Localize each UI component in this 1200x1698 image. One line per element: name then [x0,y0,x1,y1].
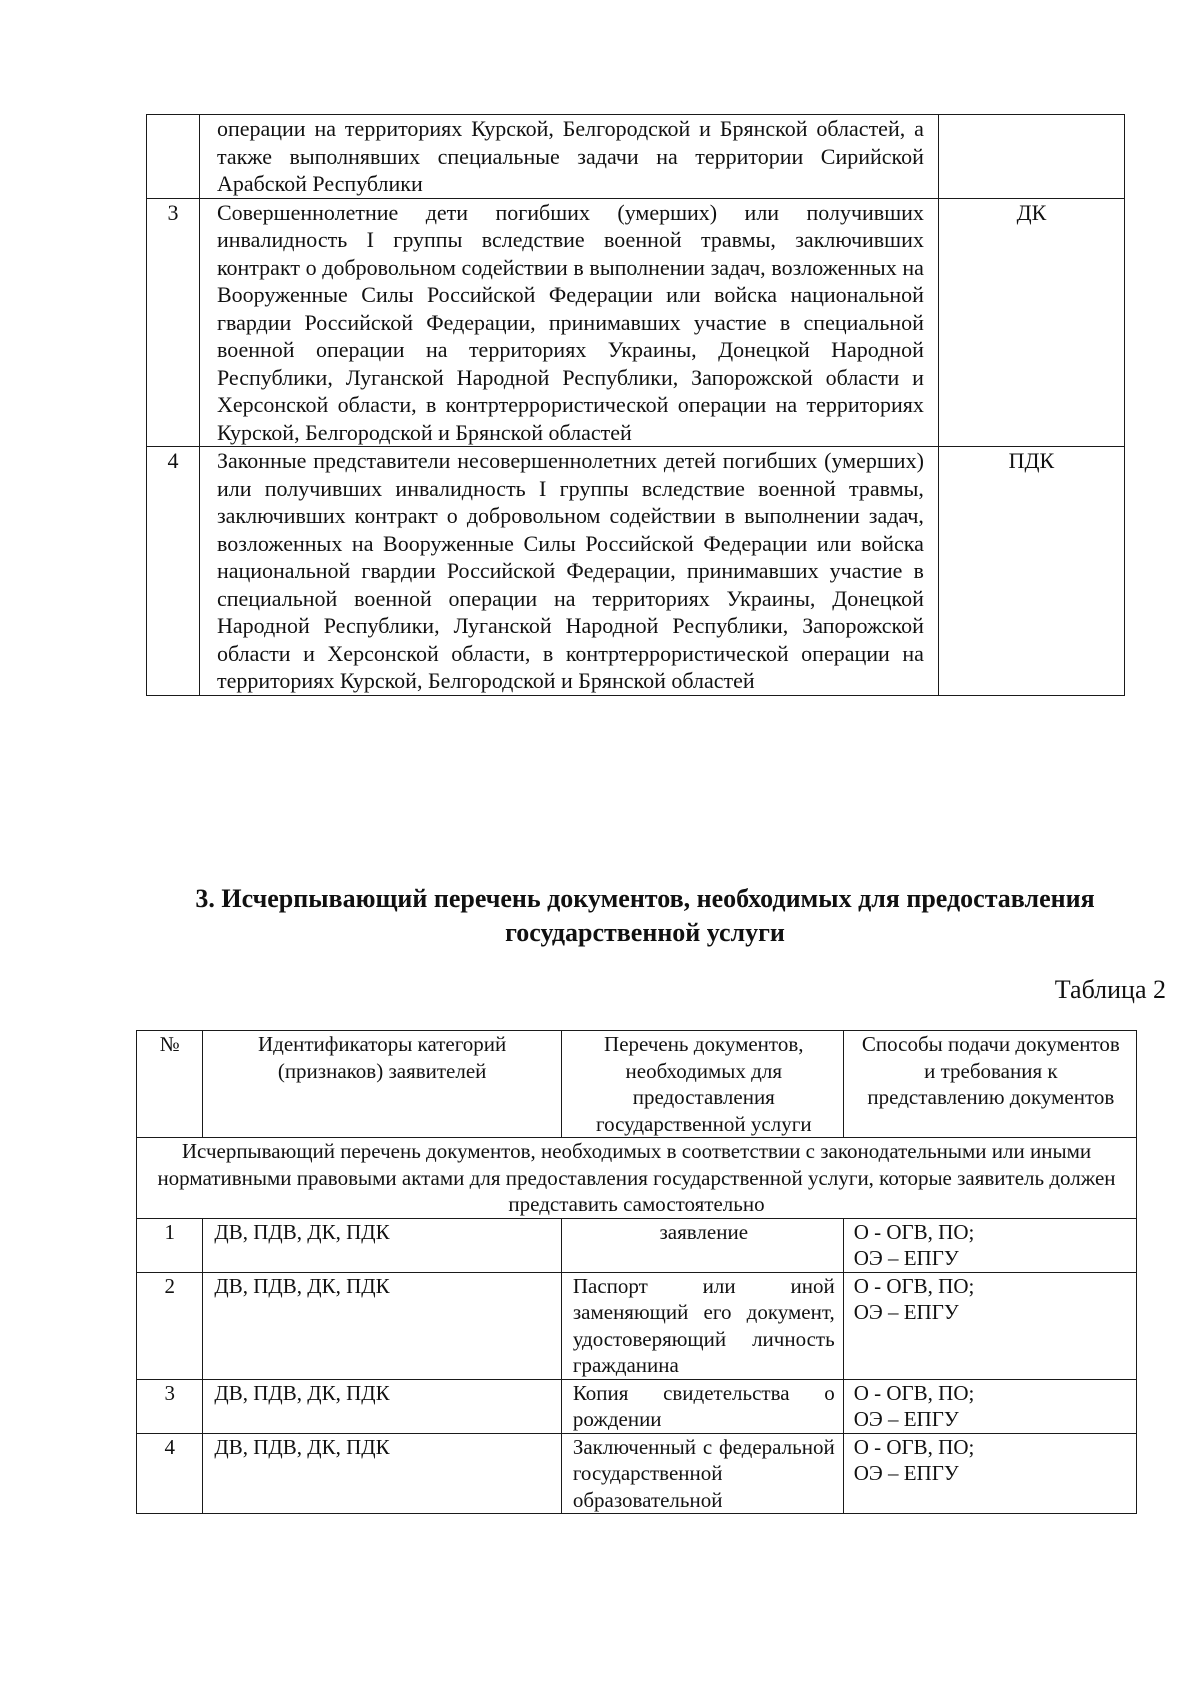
row-methods [843,1379,1136,1433]
row-document: Копия свидетельства о рождении [561,1379,843,1433]
header-documents: Перечень документов, необходимых для предоставления государственной услуги [561,1031,843,1138]
header-categories: Идентификаторы категорий (признаков) заявителей [203,1031,561,1138]
section-heading: 3. Исчерпывающий перечень документов, необходимых для предоставления государственной услуги [195,884,1095,947]
row-categories: ДВ, ПДВ, ДК, ПДК [203,1379,561,1433]
category-identifier: ПДК [938,447,1124,696]
category-description: Совершеннолетние дети погибших (умерших) или получивших инвалидность I группы вследствие военной травмы, заключивших контракт о добровольном содействии в выполнении задач, возложенных на Вооруженные Силы Российской Федерации или войска национальной гвардии Российской Федерации, принимавших участие в специальной военной операции на территориях Украины, Донецкой Народной Республики, Луганской Народной Республики, Запорожской области и Херсонской области, в контртеррористической операции на территориях Курской, Белгородской и Брянской областей [199,198,938,447]
table-row [137,1433,1137,1514]
row-number: 3 [137,1379,203,1433]
method-in-person: О - ОГВ, ПО; [853,1273,975,1298]
row-document: Заключенный с федеральной государственной образовательной [561,1433,843,1514]
method-in-person: О - ОГВ, ПО; [853,1434,975,1459]
row-categories: ДВ, ПДВ, ДК, ПДК [203,1272,561,1379]
table-header-row [137,1031,1137,1138]
method-electronic: ОЭ – ЕПГУ [853,1300,959,1324]
category-description: операции на территориях Курской, Белгородской и Брянской областей, а также выполнявших специальные задачи на территории Сирийской Арабской Республики [199,115,938,199]
method-in-person: О - ОГВ, ПО; [853,1380,975,1405]
row-methods [843,1433,1136,1514]
method-electronic: ОЭ – ЕПГУ [853,1407,959,1431]
table-row [147,447,1125,696]
method-electronic: ОЭ – ЕПГУ [853,1246,959,1270]
row-document: заявление [561,1218,843,1272]
table-row [137,1379,1137,1433]
documents-table [136,1030,1137,1514]
category-description: Законные представители несовершеннолетних детей погибших (умерших) или получивших инвалидность I группы вследствие военной травмы, заключивших контракт о добровольном содействии в выполнении задач, возложенных на Вооруженные Силы Российской Федерации или войска национальной гвардии Российской Федерации, принимавших участие в специальной военной операции на территориях Украины, Донецкой Народной Республики, Луганской Народной Республики, Запорожской области и Херсонской области, в контртеррористической операции на территориях Курской, Белгородской и Брянской областей [199,447,938,696]
row-methods [843,1218,1136,1272]
category-identifier [938,115,1124,199]
row-number: 3 [147,198,200,447]
table-caption: Таблица 2 [1054,975,1166,1004]
table-row [147,115,1125,199]
row-number: 2 [137,1272,203,1379]
row-document: Паспорт или иной заменяющий его документ, удостоверяющий личность гражданина [561,1272,843,1379]
documents-subheading: Исчерпывающий перечень документов, необходимых в соответствии с законодательными или иными нормативными правовыми актами для предоставления государственной услуги, которые заявитель должен представить самостоятельно [137,1138,1137,1219]
table-row [147,198,1125,447]
row-number: 4 [137,1433,203,1514]
row-number: 4 [147,447,200,696]
table-span-row [137,1138,1137,1219]
method-electronic: ОЭ – ЕПГУ [853,1461,959,1485]
row-categories: ДВ, ПДВ, ДК, ПДК [203,1218,561,1272]
method-in-person: О - ОГВ, ПО; [853,1219,975,1244]
row-categories: ДВ, ПДВ, ДК, ПДК [203,1433,561,1514]
table-row [137,1272,1137,1379]
row-number [147,115,200,199]
header-methods: Способы подачи документов и требования к представлению документов [843,1031,1136,1138]
row-methods [843,1272,1136,1379]
table-row [137,1218,1137,1272]
category-identifier: ДК [938,198,1124,447]
header-number: № [137,1031,203,1138]
row-number: 1 [137,1218,203,1272]
applicant-categories-table [146,114,1125,696]
